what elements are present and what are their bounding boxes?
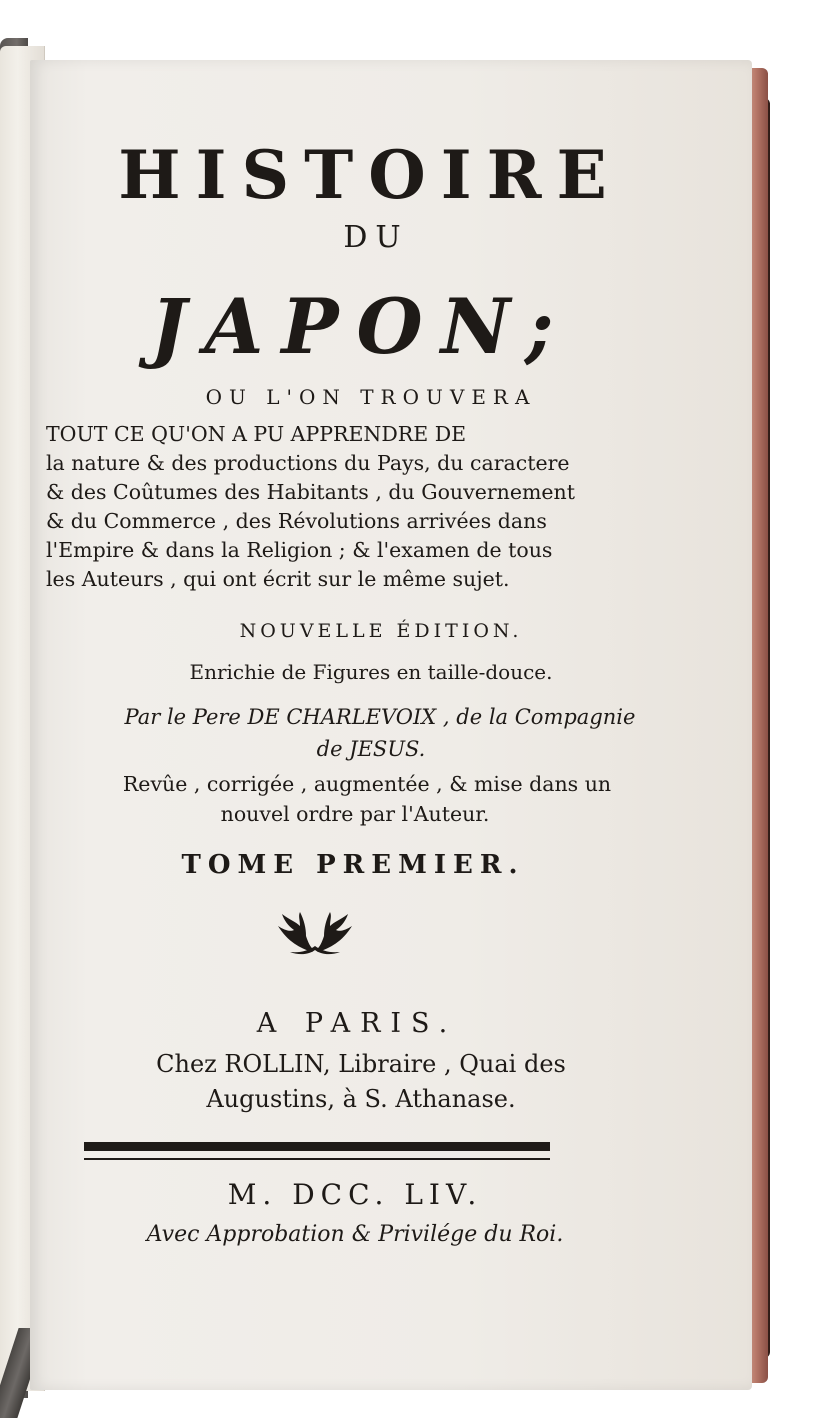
description-line: les Auteurs , qui ont écrit sur le même sujet. — [46, 567, 510, 591]
description-line: la nature & des productions du Pays, du caractere — [46, 451, 570, 475]
title-histoire: HISTOIRE — [118, 136, 622, 214]
title-page — [30, 60, 752, 1390]
title-du: DU — [343, 220, 409, 255]
fleuron-ornament-icon — [270, 912, 360, 956]
description-block — [46, 420, 746, 594]
description-line: & des Coûtumes des Habitants , du Gouvernement — [46, 480, 575, 504]
edition-statement: NOUVELLE ÉDITION. — [239, 620, 523, 642]
revision-line-2: nouvel ordre par l'Auteur. — [220, 802, 490, 826]
publisher-line: Chez ROLLIN, Libraire , Quai des — [156, 1050, 566, 1078]
thin-rule — [84, 1158, 550, 1160]
imprint-place: A PARIS. — [256, 1008, 458, 1039]
description-line: l'Empire & dans la Religion ; & l'examen de tous — [46, 538, 553, 562]
thick-rule — [84, 1142, 550, 1151]
description-line: & du Commerce , des Révolutions arrivées dans — [46, 509, 547, 533]
author-line-2: de JESUS. — [316, 737, 426, 761]
revision-line: Revûe , corrigée , augmentée , & mise dans un — [122, 772, 612, 796]
publisher-line-2: Augustins, à S. Athanase. — [206, 1085, 516, 1113]
book — [0, 38, 770, 1408]
subtitle-intro: OU L'ON TROUVERA — [205, 385, 537, 409]
description-line: TOUT CE QU'ON A PU APPRENDRE DE — [46, 422, 467, 446]
volume-label: TOME PREMIER. — [181, 850, 525, 880]
enrichment-statement: Enrichie de Figures en taille-douce. — [189, 660, 553, 684]
imprint-date: M. DCC. LIV. — [227, 1178, 483, 1211]
author-line: Par le Pere DE CHARLEVOIX , de la Compagnie — [124, 705, 636, 729]
privilege-statement: Avec Approbation & Privilége du Roi. — [146, 1222, 564, 1247]
title-japon: JAPON; — [150, 282, 572, 371]
